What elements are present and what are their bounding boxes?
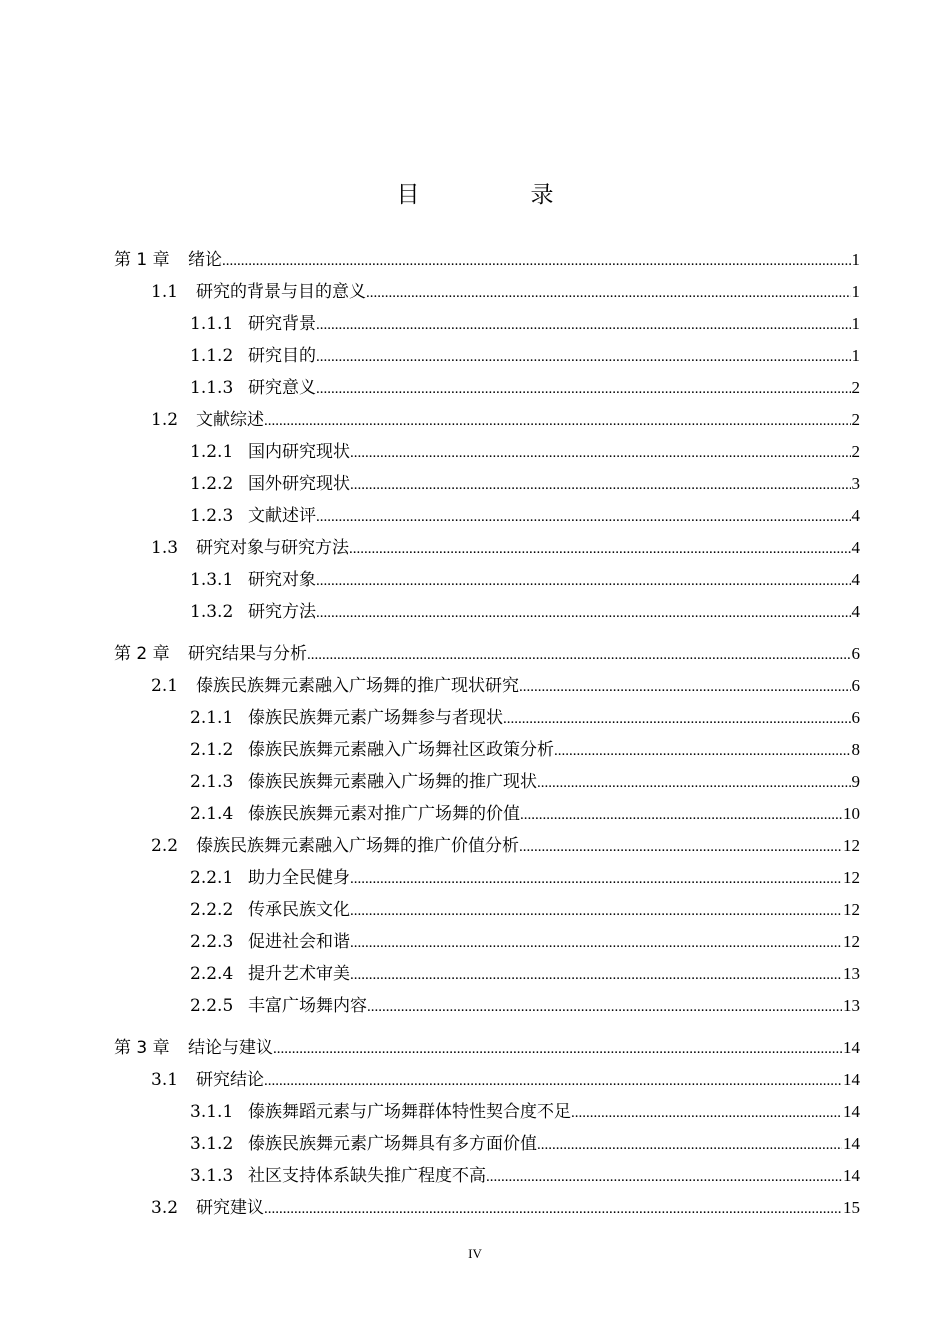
toc-entry-number: 2.2.4	[190, 964, 234, 984]
toc-entry-number: 1.1.2	[190, 346, 234, 366]
toc-entry-title: 研究结论	[196, 1070, 264, 1090]
toc-entry[interactable]	[190, 990, 860, 1022]
toc-dot-leader	[350, 469, 851, 501]
toc-entry-number: 1.3.1	[190, 570, 234, 590]
toc-entry[interactable]	[151, 1064, 860, 1096]
toc-entry-page: 1	[851, 314, 860, 333]
toc-entry-number: 2.1.1	[190, 708, 234, 728]
toc-entry-page: 6	[851, 676, 860, 695]
toc-entry[interactable]	[190, 894, 860, 926]
toc-entry[interactable]	[190, 500, 860, 532]
toc-entry-title: 助力全民健身	[248, 868, 350, 888]
toc-dot-leader	[350, 863, 842, 895]
toc-dot-leader	[350, 927, 842, 959]
toc-entry-page: 4	[851, 538, 860, 557]
toc-entry-page: 12	[843, 868, 860, 887]
toc-entry-page: 14	[843, 1166, 860, 1185]
toc-entry-number: 3.1.3	[190, 1166, 234, 1186]
toc-dot-leader	[554, 735, 851, 767]
toc-entry-number: 2.2	[151, 836, 179, 856]
toc-entry-number: 第 3 章	[114, 1038, 170, 1058]
toc-dot-leader	[264, 1193, 842, 1225]
toc-entry-title: 促进社会和谐	[248, 932, 350, 952]
toc-entry-title: 文献述评	[248, 506, 316, 526]
toc-entry-number: 3.1	[151, 1070, 179, 1090]
toc-entry-title: 研究目的	[248, 346, 316, 366]
toc-entry-title: 结论与建议	[188, 1038, 273, 1058]
toc-entry-title: 文献综述	[196, 410, 264, 430]
toc-dot-leader	[350, 895, 842, 927]
toc-entry-page: 4	[851, 570, 860, 589]
toc-entry-page: 14	[843, 1038, 860, 1057]
toc-entry[interactable]	[114, 244, 860, 276]
toc-entry-title: 研究背景	[248, 314, 316, 334]
toc-entry-title: 傣族民族舞元素对推广广场舞的价值	[248, 804, 520, 824]
toc-entry[interactable]	[190, 862, 860, 894]
toc-entry-number: 第 2 章	[114, 644, 170, 664]
toc-dot-leader	[486, 1161, 842, 1193]
toc-dot-leader	[349, 533, 851, 565]
toc-entry-page: 13	[843, 996, 860, 1015]
toc-entry[interactable]	[190, 702, 860, 734]
toc-entry[interactable]	[190, 1128, 860, 1160]
toc-entry[interactable]	[190, 1096, 860, 1128]
toc-entry-number: 3.1.1	[190, 1102, 234, 1122]
toc-dot-leader	[366, 277, 851, 309]
toc-entry-number: 2.2.2	[190, 900, 234, 920]
toc-entry-page: 14	[843, 1102, 860, 1121]
toc-entry-page: 10	[843, 804, 860, 823]
toc-entry-title: 研究对象与研究方法	[196, 538, 349, 558]
toc-entry-page: 3	[851, 474, 860, 493]
toc-entry[interactable]	[151, 830, 860, 862]
toc-entry-number: 1.2.3	[190, 506, 234, 526]
toc-entry[interactable]	[151, 404, 860, 436]
toc-entry-number: 1.2	[151, 410, 179, 430]
toc-entry[interactable]	[190, 340, 860, 372]
toc-entry-page: 14	[843, 1134, 860, 1153]
toc-entry-title: 研究建议	[196, 1198, 264, 1218]
toc-dot-leader	[537, 1129, 842, 1161]
toc-entry[interactable]	[151, 670, 860, 702]
toc-entry-number: 1.3	[151, 538, 179, 558]
toc-entry-title: 傣族民族舞元素融入广场舞的推广价值分析	[196, 836, 519, 856]
toc-dot-leader	[571, 1097, 842, 1129]
toc-entry-title: 傣族民族舞元素融入广场舞社区政策分析	[248, 740, 554, 760]
toc-dot-leader	[350, 959, 842, 991]
toc-dot-leader	[316, 373, 851, 405]
toc-dot-leader	[316, 501, 851, 533]
toc-entry[interactable]	[190, 958, 860, 990]
toc-entry-number: 2.1	[151, 676, 179, 696]
toc-entry[interactable]	[190, 468, 860, 500]
toc-entry[interactable]	[190, 596, 860, 628]
toc-entry[interactable]	[190, 1160, 860, 1192]
toc-entry-title: 国内研究现状	[248, 442, 350, 462]
toc-entry-number: 2.1.2	[190, 740, 234, 760]
toc-entry-title: 傣族民族舞元素融入广场舞的推广现状研究	[196, 676, 519, 696]
toc-entry[interactable]	[190, 564, 860, 596]
toc-entry[interactable]	[151, 532, 860, 564]
toc-entry[interactable]	[190, 926, 860, 958]
toc-dot-leader	[273, 1033, 842, 1065]
toc-entry[interactable]	[114, 1032, 860, 1064]
toc-entry-page: 2	[851, 378, 860, 397]
toc-entry-page: 2	[851, 442, 860, 461]
toc-dot-leader	[519, 671, 851, 703]
toc-entry-number: 2.2.5	[190, 996, 234, 1016]
toc-entry-title: 绪论	[188, 250, 222, 270]
toc-entry-page: 8	[851, 740, 860, 759]
toc-entry-title: 傣族舞蹈元素与广场舞群体特性契合度不足	[248, 1102, 571, 1122]
toc-entry-page: 9	[851, 772, 860, 791]
toc-entry-number: 1.2.1	[190, 442, 234, 462]
toc-entry-number: 1.1.1	[190, 314, 234, 334]
toc-dot-leader	[519, 831, 842, 863]
toc-entry-page: 6	[851, 644, 860, 663]
toc-dot-leader	[503, 703, 851, 735]
toc-entry-page: 4	[851, 506, 860, 525]
toc-entry-page: 1	[851, 346, 860, 365]
toc-entry-title: 傣族民族舞元素广场舞具有多方面价值	[248, 1134, 537, 1154]
toc-entry-page: 4	[851, 602, 860, 621]
toc-entry[interactable]	[190, 372, 860, 404]
page-number: IV	[468, 1246, 482, 1261]
toc-entry-number: 1.1.3	[190, 378, 234, 398]
toc-dot-leader	[316, 341, 851, 373]
toc-entry-number: 第 1 章	[114, 250, 170, 270]
toc-entry-page: 6	[851, 708, 860, 727]
toc-entry-page: 12	[843, 836, 860, 855]
toc-dot-leader	[316, 565, 851, 597]
toc-entry-title: 研究意义	[248, 378, 316, 398]
toc-entry-number: 3.2	[151, 1198, 179, 1218]
toc-entry-page: 13	[843, 964, 860, 983]
toc-entry-number: 2.2.3	[190, 932, 234, 952]
toc-entry-title: 提升艺术审美	[248, 964, 350, 984]
toc-entry[interactable]	[190, 766, 860, 798]
toc-entry[interactable]	[190, 308, 860, 340]
toc-entry-number: 2.2.1	[190, 868, 234, 888]
toc-entry-page: 14	[843, 1070, 860, 1089]
toc-entry-page: 1	[851, 250, 860, 269]
toc-entry[interactable]	[114, 638, 860, 670]
toc-entry-number: 2.1.3	[190, 772, 234, 792]
toc-entry-title: 研究方法	[248, 602, 316, 622]
toc-dot-leader	[264, 405, 851, 437]
toc-entry[interactable]	[190, 798, 860, 830]
toc-entry-page: 12	[843, 900, 860, 919]
toc-entry-title: 社区支持体系缺失推广程度不高	[248, 1166, 486, 1186]
toc-entry-page: 1	[851, 282, 860, 301]
toc-entry[interactable]	[151, 1192, 860, 1224]
toc-entry-title: 传承民族文化	[248, 900, 350, 920]
toc-entry[interactable]	[190, 734, 860, 766]
toc-entry-number: 1.2.2	[190, 474, 234, 494]
toc-entry-page: 12	[843, 932, 860, 951]
toc-dot-leader	[222, 245, 851, 277]
page-title: 目 录	[396, 182, 598, 208]
toc-entry-page: 15	[843, 1198, 860, 1217]
toc-entry-title: 丰富广场舞内容	[248, 996, 367, 1016]
toc-dot-leader	[264, 1065, 842, 1097]
toc-dot-leader	[307, 639, 851, 671]
toc-dot-leader	[537, 767, 851, 799]
toc-entry-title: 研究结果与分析	[188, 644, 307, 664]
toc-dot-leader	[367, 991, 842, 1023]
toc-entry-number: 1.1	[151, 282, 179, 302]
toc-entry[interactable]	[190, 436, 860, 468]
toc-dot-leader	[350, 437, 851, 469]
toc-dot-leader	[316, 309, 851, 341]
toc-entry-title: 研究对象	[248, 570, 316, 590]
toc-entry[interactable]	[151, 276, 860, 308]
toc-entry-page: 2	[851, 410, 860, 429]
toc-entry-title: 国外研究现状	[248, 474, 350, 494]
toc-entry-number: 1.3.2	[190, 602, 234, 622]
toc-entry-number: 2.1.4	[190, 804, 234, 824]
toc-entry-title: 傣族民族舞元素融入广场舞的推广现状	[248, 772, 537, 792]
toc-dot-leader	[316, 597, 851, 629]
toc-entry-title: 研究的背景与目的意义	[196, 282, 366, 302]
toc-dot-leader	[520, 799, 842, 831]
toc-entry-title: 傣族民族舞元素广场舞参与者现状	[248, 708, 503, 728]
toc-entry-number: 3.1.2	[190, 1134, 234, 1154]
